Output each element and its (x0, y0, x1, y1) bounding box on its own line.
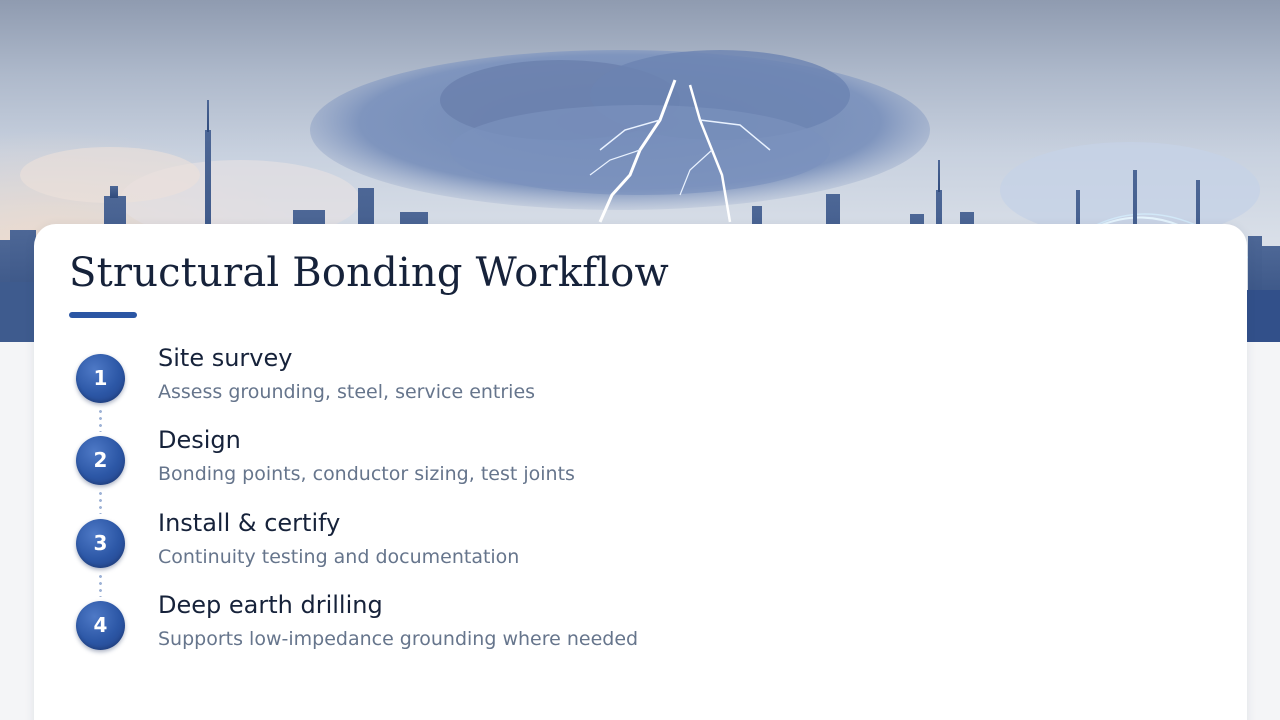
step-connector (99, 408, 102, 432)
step-heading: Design (158, 426, 241, 454)
step-description: Assess grounding, steel, service entries (158, 381, 536, 403)
step-description: Bonding points, conductor sizing, test joints (158, 463, 575, 485)
step-heading: Install & certify (158, 509, 341, 537)
content-card (34, 224, 1247, 720)
step-number-badge: 2 (76, 436, 125, 485)
step-heading: Deep earth drilling (158, 591, 383, 619)
step-number-badge: 3 (76, 519, 125, 568)
workflow-step (34, 591, 1247, 679)
workflow-step (34, 426, 1247, 514)
step-number-badge: 4 (76, 601, 125, 650)
step-description: Supports low-impedance grounding where needed (158, 628, 639, 650)
workflow-step (34, 344, 1247, 432)
slide-title: Structural Bonding Workflow (69, 250, 669, 296)
step-heading: Site survey (158, 344, 293, 372)
step-connector (99, 490, 102, 514)
step-number-badge: 1 (76, 354, 125, 403)
step-connector (99, 573, 102, 597)
workflow-step (34, 509, 1247, 597)
step-description: Continuity testing and documentation (158, 546, 520, 568)
workflow-steps (34, 224, 1247, 720)
